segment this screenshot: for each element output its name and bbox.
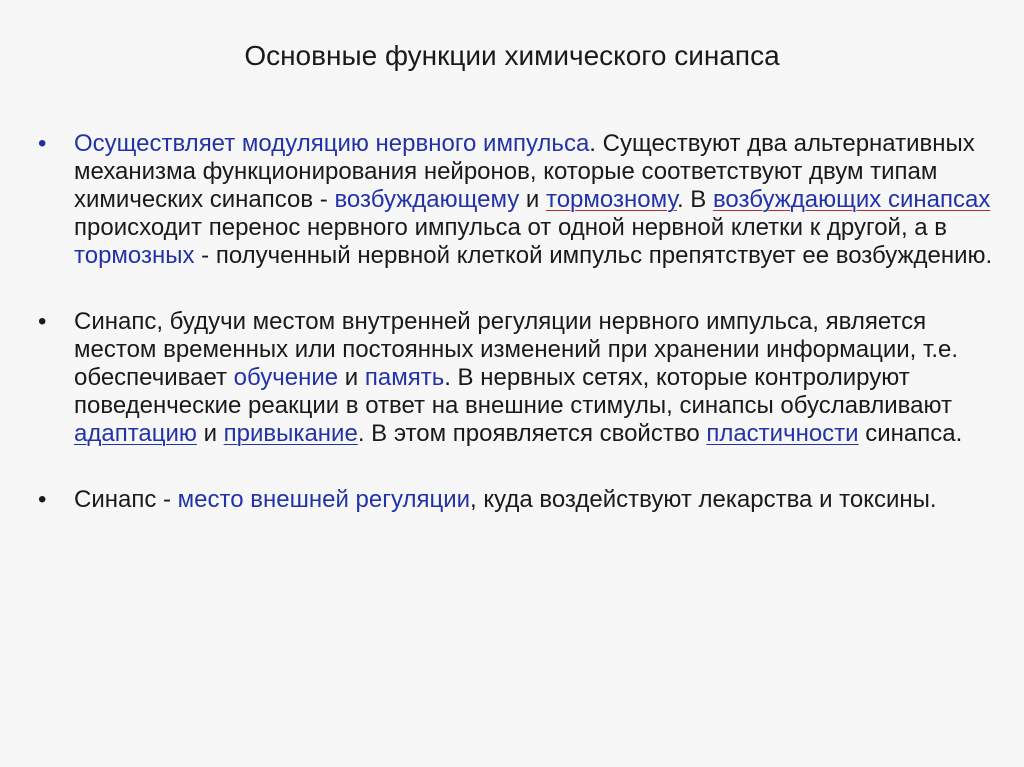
body-text: происходит перенос нервного импульса от одной нервной клетки к другой, а в — [74, 214, 948, 241]
body-text: - полученный нервной клеткой импульс препятствует ее возбуждению. — [194, 242, 993, 269]
body-text: Синапс, будучи местом внутренней регуляции нервного импульса, является местом временных или постоянных изменений при хранении информации, т.е. обеспечивает — [74, 308, 959, 391]
body-text: и — [196, 420, 224, 447]
bullet-item-2 — [36, 308, 996, 448]
highlighted-term: тормозных — [74, 242, 195, 269]
slide-title: Основные функции химического синапса — [244, 40, 780, 71]
body-text: , куда воздействуют лекарства и токсины. — [470, 486, 937, 513]
bullet-marker: • — [38, 486, 47, 513]
body-text: . В этом проявляется свойство — [357, 420, 707, 447]
highlighted-term: возбуждающему — [334, 186, 520, 213]
highlighted-term: тормозному — [545, 186, 677, 213]
highlighted-term: место внешней регуляции — [177, 486, 471, 513]
bullet-marker: • — [38, 308, 47, 335]
bullet-marker: • — [38, 130, 47, 157]
highlighted-term: Осуществляет модуляцию нервного импульса — [74, 130, 590, 157]
highlighted-term: память — [364, 364, 445, 391]
bullet-list — [36, 130, 996, 514]
highlighted-term: обучение — [233, 364, 339, 391]
body-text: . В нервных сетях, которые контролируют поведенческие реакции в ответ на внешние стимулы, синапсы обуславливают — [74, 364, 952, 419]
body-text: . В — [676, 186, 713, 213]
body-text: и — [519, 186, 546, 213]
bullet-item-1 — [36, 130, 996, 270]
highlighted-term: привыкание — [223, 420, 358, 447]
body-text: Синапс - — [74, 486, 178, 513]
bullet-item-3 — [36, 486, 996, 514]
body-text: синапса. — [858, 420, 963, 447]
body-text: . Существуют два альтернативных механизма функционирования нейронов, которые соответствуют двум типам химических синапсов - — [74, 130, 975, 213]
body-text: и — [338, 364, 365, 391]
highlighted-term: пластичности — [706, 420, 859, 447]
highlighted-term: адаптацию — [74, 420, 197, 447]
highlighted-term: возбуждающих синапсах — [712, 186, 991, 213]
